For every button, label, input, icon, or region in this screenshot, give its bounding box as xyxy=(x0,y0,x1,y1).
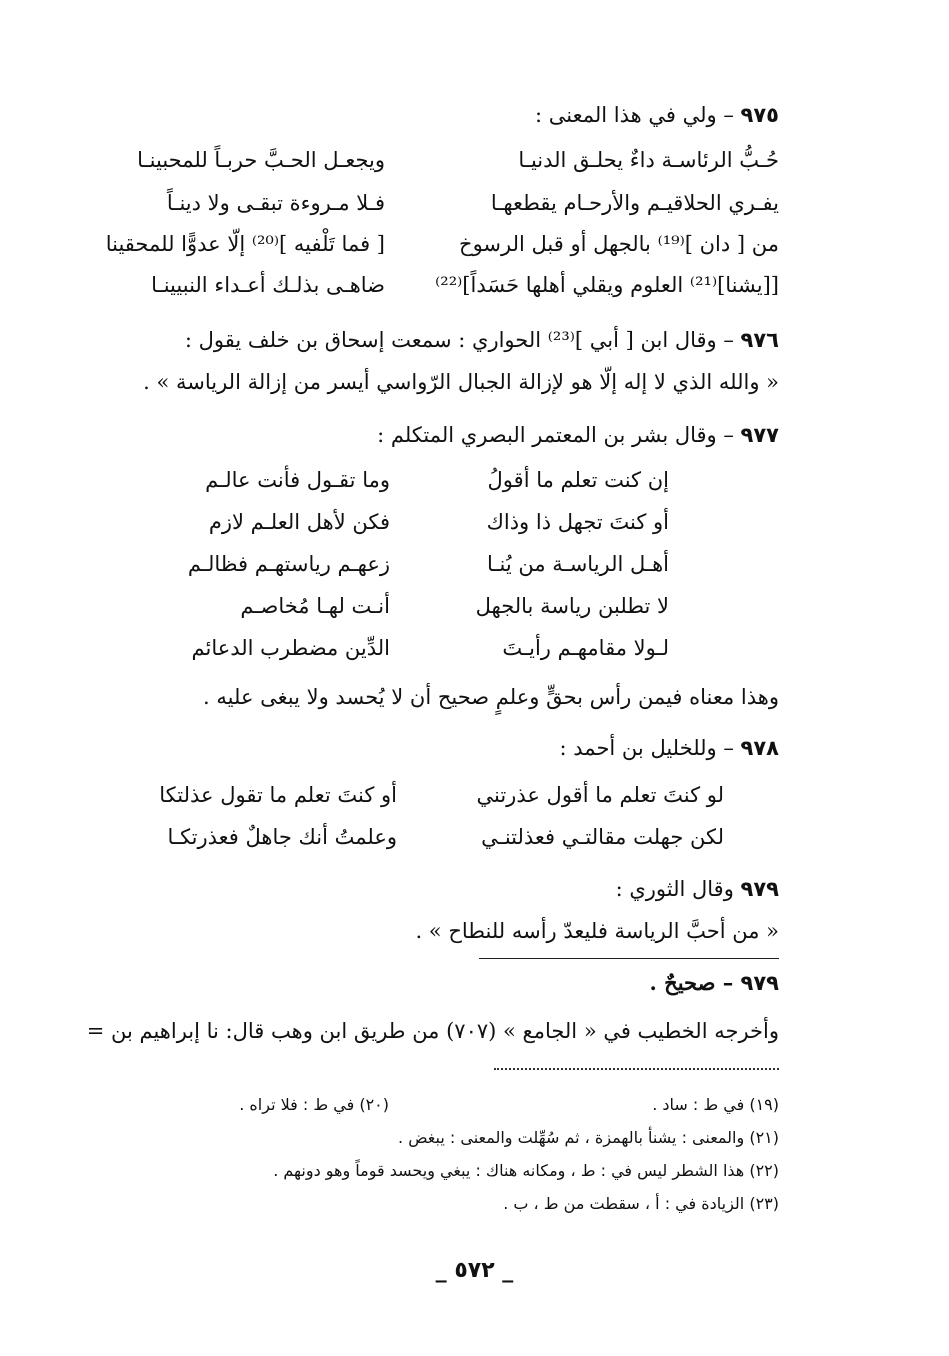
verse-hemistich-right: يفـري الحلاقيـم والأرحـام يقطعهـا xyxy=(490,191,779,215)
footnote-19: (١٩) في ط : ساد . xyxy=(652,1095,779,1114)
verse-hemistich-right: أو كنتَ تجهل ذا وذاك xyxy=(486,510,669,534)
entry-text: وقال الثوري : xyxy=(615,877,734,901)
verse-hemistich-left: أو كنتَ تعلم ما تقول عذلتكا xyxy=(159,783,397,807)
verse-hemistich-right: حُـبُّ الرئاسـة داءٌ يحلـق الدنيـا xyxy=(518,148,779,172)
takhrij-grade: – صحيحٌ . xyxy=(649,970,734,995)
verse-hemistich-right: أهـل الرياسـة من يُنـا xyxy=(486,552,669,576)
verse-hemistich-left: ويجعـل الحـبَّ حربـاً للمحبينـا xyxy=(137,148,385,172)
entry-979-quote: « من أحبَّ الرياسة فليعدّ رأسه للنطاح » . xyxy=(415,919,779,943)
verse-hemistich-right: لو كنتَ تعلم ما أقول عذرتني xyxy=(476,783,724,807)
verse-hemistich-left: وما تقـول فأنت عالـم xyxy=(205,468,390,492)
text-divider xyxy=(479,958,779,959)
entry-number: ٩٧٨ xyxy=(740,736,779,760)
entry-text: – وللخليل بن أحمد : xyxy=(559,736,734,760)
verse-hemistich-right: لا تطلبن رياسة بالجهل xyxy=(475,594,669,618)
footnote-23: (٢٣) الزيادة في : أ ، سقطت من ط ، ب . xyxy=(503,1194,779,1213)
verse-hemistich-right: [[يشنا]⁽²¹⁾ العلوم ويقلي أهلها حَسَداً]⁽²²⁾ xyxy=(435,273,779,297)
entry-number: ٩٧٦ xyxy=(740,328,779,352)
page-number: _ ٥٧٢ _ xyxy=(435,1258,514,1283)
footnote-separator xyxy=(494,1068,779,1070)
takhrij-number: ٩٧٩ xyxy=(740,971,779,995)
verse-hemistich-right: لـولا مقامهـم رأيـتَ xyxy=(502,636,669,660)
verse-hemistich-left: الدِّين مضطرب الدعائم xyxy=(191,636,390,660)
entry-979-heading xyxy=(616,874,779,904)
entry-text: – ولي في هذا المعنى : xyxy=(535,103,734,127)
verse-hemistich-left: ضاهـى بذلـك أعـداء النبيينـا xyxy=(151,273,385,297)
verse-hemistich-left: فـلا مـروءة تبقـى ولا دينـاً xyxy=(166,191,385,215)
entry-number: ٩٧٥ xyxy=(740,103,779,127)
verse-hemistich-left: وعلمتُ أنك جاهلٌ فعذرتكـا xyxy=(167,825,397,849)
entry-977-comment: وهذا معناه فيمن رأس بحقٍّ وعلمٍ صحيح أن لا يُحسد ولا يبغى عليه . xyxy=(203,685,779,709)
verse-hemistich-left: أنـت لهـا مُخاصـم xyxy=(240,594,390,618)
footnote-20: (٢٠) في ط : فلا تراه . xyxy=(239,1095,389,1114)
entry-977-heading xyxy=(377,420,779,450)
entry-text: – وقال ابن [ أبي ]⁽²³⁾ الحواري : سمعت إسحاق بن خلف يقول : xyxy=(184,328,734,352)
entry-number: ٩٧٧ xyxy=(740,423,779,447)
verse-hemistich-left: [ فما تَلْفيه ]⁽²⁰⁾ إلّا عدوًّا للمحقينا xyxy=(105,232,385,256)
footnote-22: (٢٢) هذا الشطر ليس في : ط ، ومكانه هناك : يبغي ويحسد قوماً وهو دونهم . xyxy=(273,1161,779,1180)
verse-hemistich-right: لكن جهلت مقالتـي فعذلتنـي xyxy=(481,825,724,849)
entry-978-heading xyxy=(560,733,779,763)
verse-hemistich-left: فكن لأهل العلـم لازم xyxy=(208,510,390,534)
verse-hemistich-left: زعهـم رياستهـم فظالـم xyxy=(187,552,390,576)
footnote-21: (٢١) والمعنى : يشنأ بالهمزة ، ثم سُهِّلت والمعنى : يبغض . xyxy=(398,1128,779,1147)
verse-hemistich-right: إن كنت تعلم ما أقولُ xyxy=(487,468,669,492)
takhrij-text: وأخرجه الخطيب في « الجامع » (٧٠٧) من طريق ابن وهب قال: نا إبراهيم بن = xyxy=(86,1019,779,1043)
entry-number: ٩٧٩ xyxy=(740,877,779,901)
entry-976-quote: « والله الذي لا إله إلّا هو لإزالة الجبال الرّواسي أيسر من إزالة الرياسة » . xyxy=(143,370,779,394)
entry-text: – وقال بشر بن المعتمر البصري المتكلم : xyxy=(377,423,734,447)
takhrij-heading xyxy=(650,968,779,998)
entry-976-heading xyxy=(185,325,779,355)
entry-975-heading xyxy=(535,100,779,130)
verse-hemistich-right: من [ دان ]⁽¹⁹⁾ بالجهل أو قبل الرسوخ xyxy=(459,232,779,256)
